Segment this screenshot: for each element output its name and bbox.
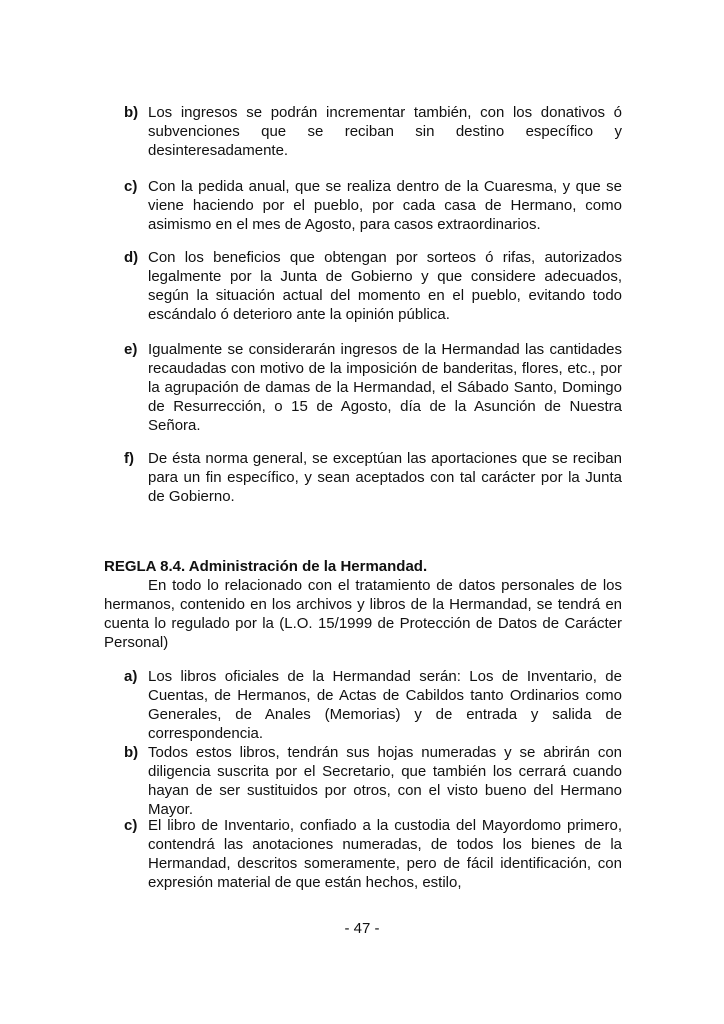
list-item-text: Con los beneficios que obtengan por sorteos ó rifas, autorizados legalmente por la Junta de Gobierno y que considere adecuados, según la situación actual del momento en el pueblo, evitando todo escándalo ó deterioro ante la opinión pública. xyxy=(148,249,622,323)
list-item-text: El libro de Inventario, confiado a la custodia del Mayordomo primero, contendrá las anotaciones numeradas, de todos los bienes de la Hermandad, descritos someramente, pero de fácil identificación, con expresión material de que están hechos, estilo, xyxy=(148,817,622,891)
list-item-c-libro-inventario xyxy=(124,816,622,892)
list-item-a-libros-oficiales xyxy=(124,667,622,743)
list-item-b-hojas-numeradas xyxy=(124,743,622,819)
list-item-letter: a) xyxy=(124,668,138,685)
section-paragraph: En todo lo relacionado con el tratamiento de datos personales de los hermanos, contenido en los archivos y libros de la Hermandad, se tendrá en cuenta lo regulado por la (L.O. 15/1999 de Protección de Datos de Carácter Personal) xyxy=(104,577,622,651)
list-item-letter: d) xyxy=(124,249,139,266)
list-item-text: Los libros oficiales de la Hermandad serán: Los de Inventario, de Cuentas, de Hermanos, de Actas de Cabildos tanto Ordinarios como Generales, de Anales (Memorias) y de entrada y salida de correspondencia. xyxy=(148,668,622,742)
list-item-text: Todos estos libros, tendrán sus hojas numeradas y se abrirán con diligencia suscrita por el Secretario, que también los cerrará cuando hayan de ser sustituidos por otros, con el visto bueno del Hermano Mayor. xyxy=(148,744,622,818)
list-item-letter: c) xyxy=(124,817,138,834)
list-item-text: De ésta norma general, se exceptúan las aportaciones que se reciban para un fin específico, y sean aceptados con tal carácter por la Junta de Gobierno. xyxy=(148,450,622,505)
list-item-letter: b) xyxy=(124,104,139,121)
list-item-letter: c) xyxy=(124,178,138,195)
list-item-e-ingresos xyxy=(124,340,622,435)
list-item-letter: f) xyxy=(124,450,134,467)
section-heading: REGLA 8.4. Administración de la Hermandad. xyxy=(104,558,428,575)
list-item-c-pedida-anual xyxy=(124,177,622,234)
list-item-b-donativos xyxy=(124,103,622,160)
list-item-text: Los ingresos se podrán incrementar también, con los donativos ó subvenciones que se reciban sin destino específico y desinteresadamente. xyxy=(148,104,622,159)
list-item-letter: b) xyxy=(124,744,139,761)
list-item-d-sorteos xyxy=(124,248,622,324)
list-item-text: Con la pedida anual, que se realiza dentro de la Cuaresma, y que se viene haciendo por el pueblo, por cada casa de Hermano, como asimismo en el mes de Agosto, para casos extraordinarios. xyxy=(148,178,622,233)
page-number: - 47 - xyxy=(344,920,380,937)
list-item-text: Igualmente se considerarán ingresos de la Hermandad las cantidades recaudadas con motivo de la imposición de banderitas, flores, etc., por la agrupación de damas de la Hermandad, el Sábado Santo, Domingo de Resurrección, o 15 de Agosto, día de la Asunción de Nuestra Señora. xyxy=(148,341,622,434)
list-item-f-excepciones xyxy=(124,449,622,506)
list-item-letter: e) xyxy=(124,341,138,358)
